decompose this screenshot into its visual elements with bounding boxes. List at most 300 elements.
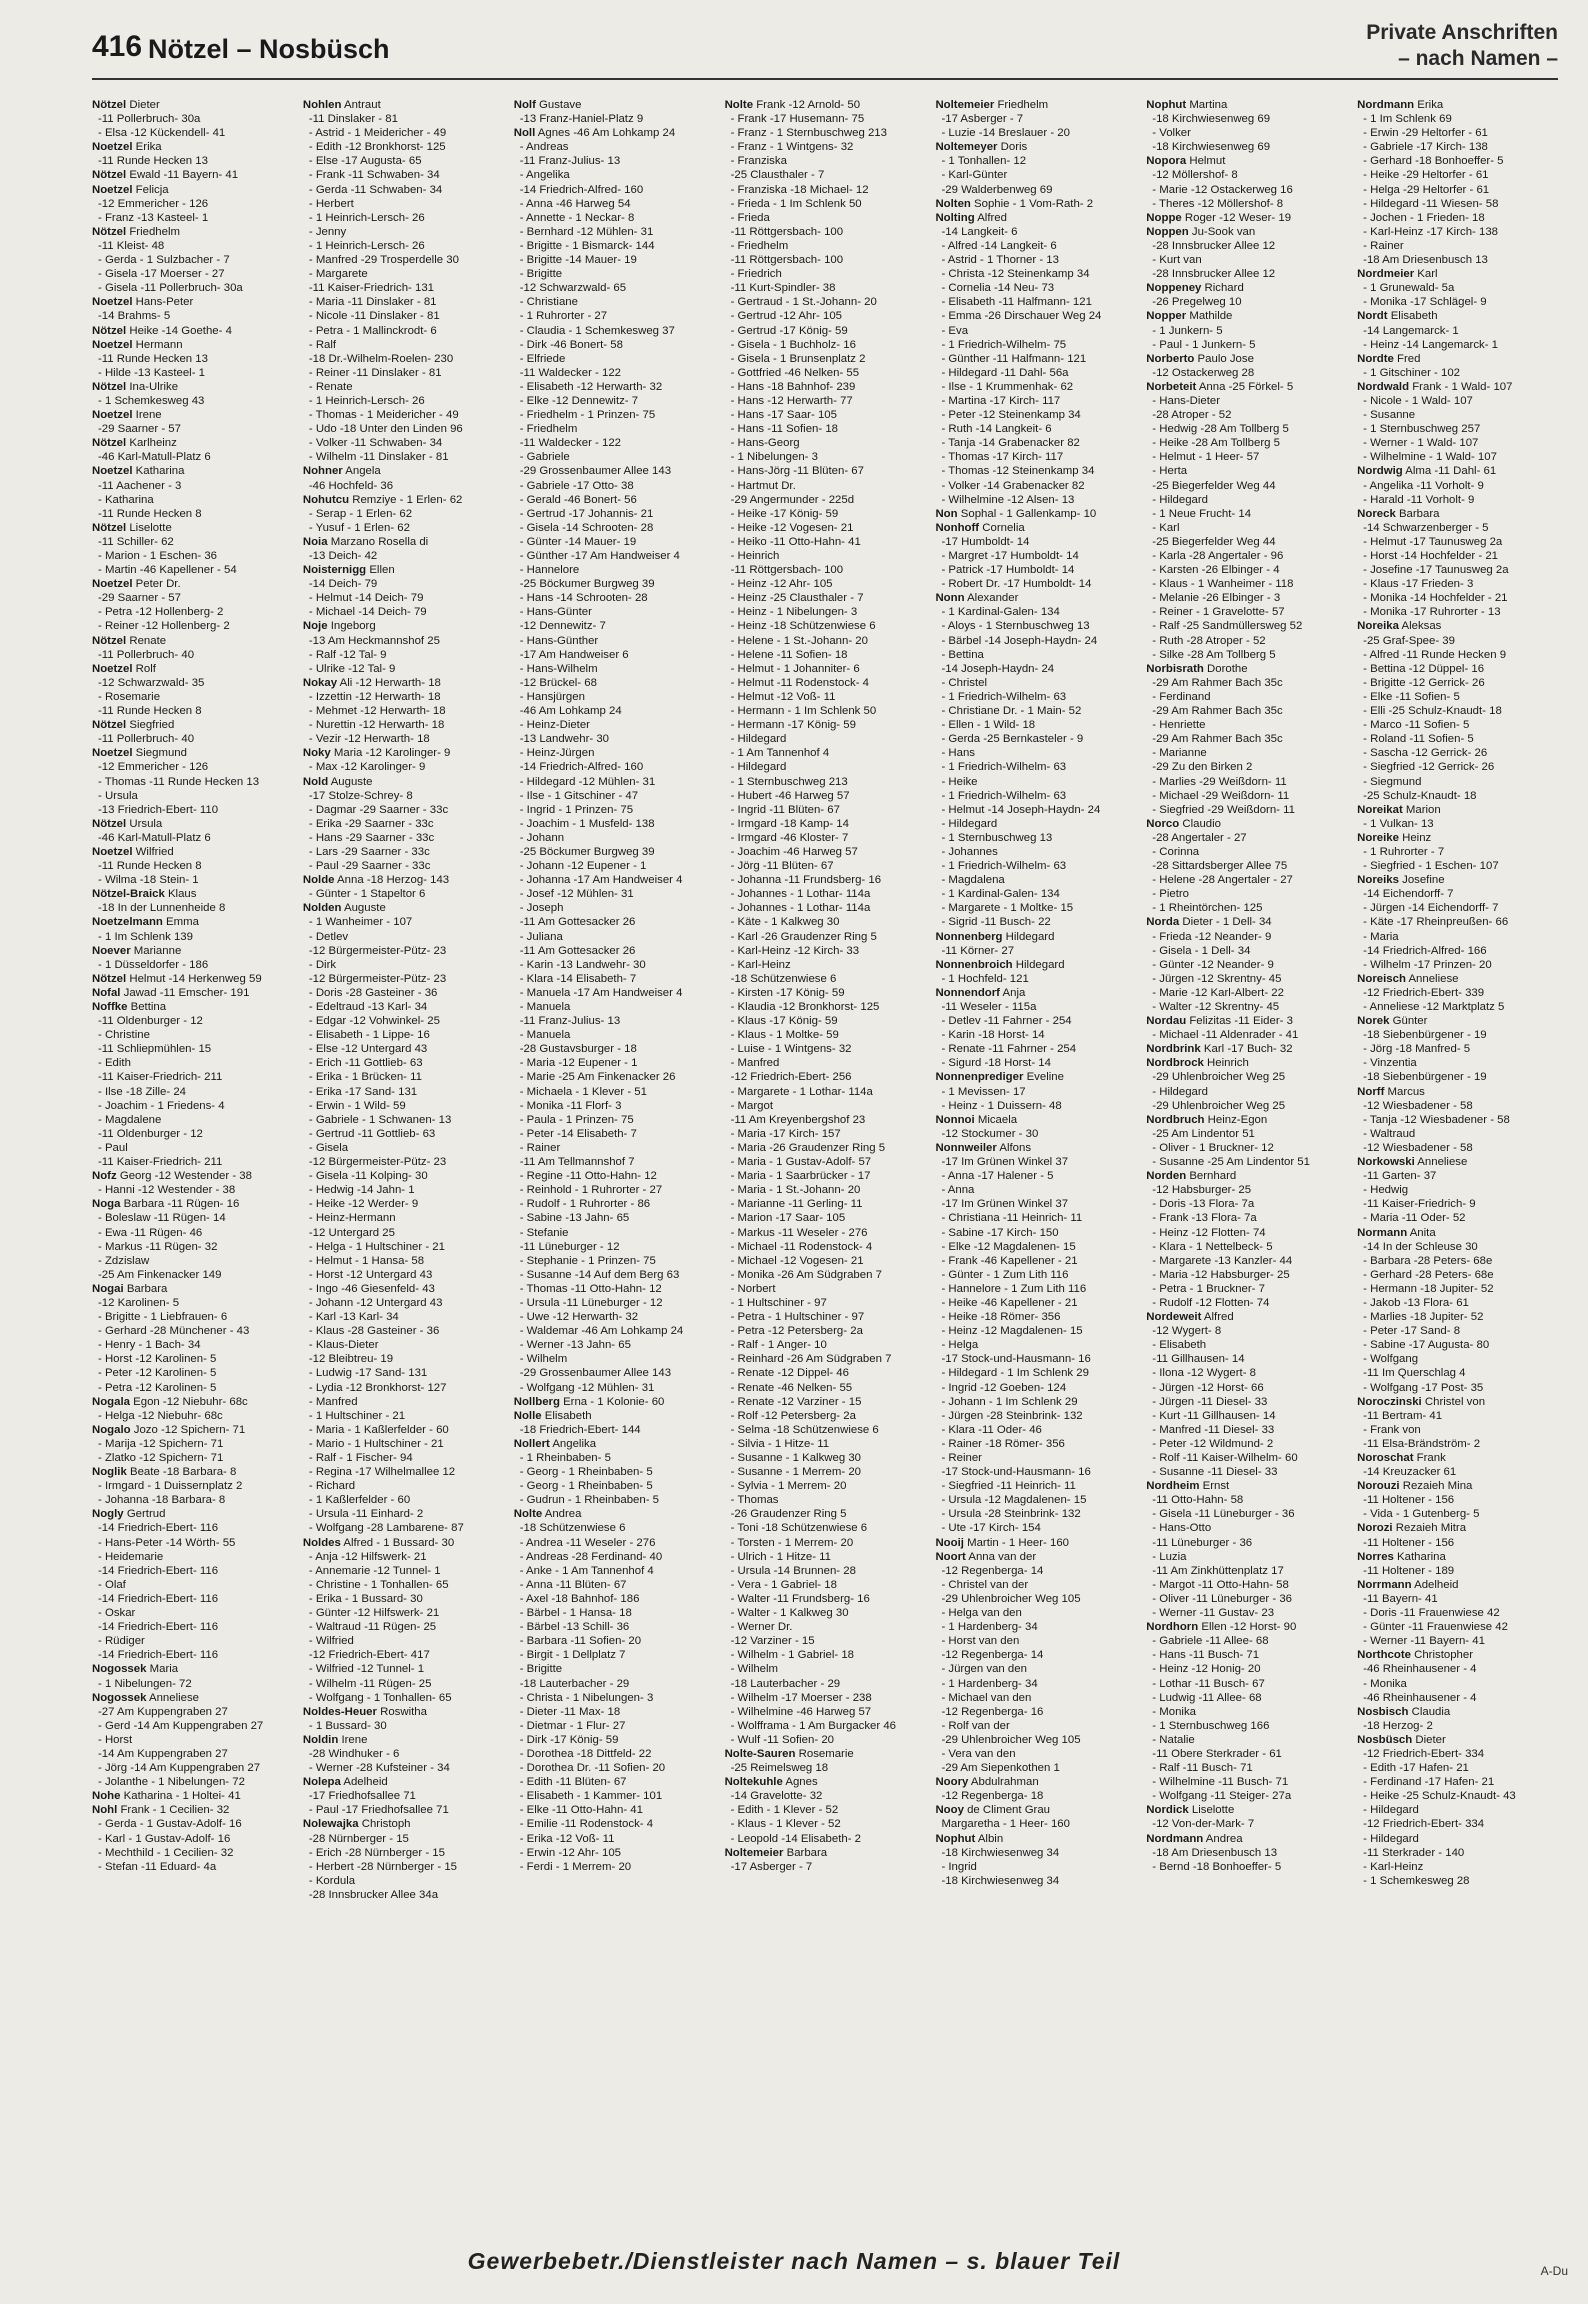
listing-entry: - Hans -12 Herwarth- 77 <box>730 394 853 407</box>
listing-entry: -46 Rheinhausener - 4 <box>1363 1691 1477 1704</box>
listing-entry: - Richard <box>308 1480 356 1493</box>
listing-entry: - Manfred -11 Diesel- 33 <box>1152 1423 1275 1436</box>
listing-entry: - Alfred -14 Langkeit- 6 <box>941 239 1057 252</box>
listing-entry: - Dirk -46 Bonert- 58 <box>519 338 623 351</box>
listing-entry: - Udo -18 Unter den Linden 96 <box>308 423 463 436</box>
listing-entry: - Werner - 1 Wald- 107 <box>1363 437 1479 450</box>
listing-entry: - Ursula -11 Lüneburger - 12 <box>519 1296 663 1309</box>
listing-entry: -12 Wiesbadener - 58 <box>1363 1141 1473 1154</box>
listing-entry: -18 Siebenbürgener - 19 <box>1363 1071 1487 1084</box>
listing-entry-head: Norouzi Rezaieh Mina <box>1357 1480 1473 1493</box>
listing-entry: - Hedwig <box>1363 1184 1409 1197</box>
listing-entry: - Heinz - 1 Duissern- 48 <box>941 1099 1062 1112</box>
listing-entry: - Hans-Wilhelm <box>519 662 598 675</box>
listing-entry: - Klaus -17 Frieden- 3 <box>1363 578 1474 591</box>
listing-entry: - Michael -12 Vogesen- 21 <box>730 1254 864 1267</box>
listing-entry: - Reinhold - 1 Ruhrorter - 27 <box>519 1184 663 1197</box>
listing-entry: -12 Friedrich-Ebert- 334 <box>1363 1818 1485 1831</box>
listing-entry: -14 Friedrich-Ebert- 116 <box>98 1649 219 1662</box>
listing-entry: -25 Biegerfelder Weg 44 <box>1152 479 1276 492</box>
listing-entry: - Klaudia -12 Bronkhorst- 125 <box>730 1001 880 1013</box>
listing-column <box>935 98 1140 2240</box>
listing-entry-head: Norberto Paulo Jose <box>1146 352 1254 365</box>
listing-entry: -13 Am Heckmannshof 25 <box>308 634 440 647</box>
listing-entry: - Siegfried -11 Heinrich- 11 <box>941 1480 1076 1493</box>
listing-entry: -11 Pollerbruch- 40 <box>98 648 195 661</box>
listing-entry: - Margarete -13 Kanzler- 44 <box>1152 1254 1293 1267</box>
listing-entry-head: Non Sophal - 1 Gallenkamp- 10 <box>935 507 1097 520</box>
listing-entry: - Monika <box>1363 1677 1407 1690</box>
listing-entry: - Helga <box>941 1339 979 1352</box>
listing-entry: -14 Kreuzacker 61 <box>1363 1466 1457 1479</box>
listing-column <box>303 98 508 2240</box>
listing-entry: - Bettina <box>941 648 984 661</box>
listing-entry: -18 Am Driesenbusch 13 <box>1363 254 1488 267</box>
listing-entry: - Josef -12 Mühlen- 31 <box>519 888 634 901</box>
listing-entry: -14 Langemarck- 1 <box>1363 324 1459 337</box>
listing-entry: -25 Böckumer Burgweg 39 <box>519 578 655 591</box>
listing-entry: - Lothar -11 Busch- 67 <box>1152 1677 1265 1690</box>
listing-entry-head: Nokay Ali -12 Herwarth- 18 <box>302 676 441 689</box>
listing-entry: -11 Im Querschlag 4 <box>1363 1367 1466 1380</box>
listing-entry-head: Nonnenbroich Hildegard <box>935 958 1065 971</box>
listing-entry: - Joachim - 1 Musfeld- 138 <box>519 817 655 830</box>
listing-entry-head: Nopora Helmut <box>1146 155 1226 168</box>
listing-entry: - Angelika <box>519 169 570 182</box>
listing-entry: - Stefanie <box>519 1226 569 1239</box>
listing-entry-head: Noglik Beate -18 Barbara- 8 <box>92 1466 237 1479</box>
listing-entry: - Maria -12 Eupener - 1 <box>519 1057 638 1070</box>
listing-entry: - Reiner - 1 Gravelotte- 57 <box>1152 606 1285 619</box>
listing-entry: -25 Clausthaler - 7 <box>730 169 825 182</box>
listing-entry: - Johann -12 Eupener - 1 <box>519 860 647 873</box>
listing-entry: - Hanni -12 Westender - 38 <box>98 1184 236 1197</box>
listing-entry: - Siegmund <box>1363 775 1422 788</box>
listing-entry: - Werner -11 Gustav- 23 <box>1152 1607 1275 1620</box>
listing-entry: - Jochen - 1 Frieden- 18 <box>1363 211 1485 224</box>
listing-entry: - Hans -14 Schrooten- 28 <box>519 592 648 605</box>
listing-entry: - Renate -12 Dippel- 46 <box>730 1367 849 1380</box>
listing-entry: - Heinz-Dieter <box>519 719 590 732</box>
listing-entry-head: Nohl Frank - 1 Cecilien- 32 <box>92 1804 230 1817</box>
listing-entry-head: Nötzel Heike -14 Goethe- 4 <box>92 324 232 337</box>
listing-entry: -12 Wiesbadener - 58 <box>1363 1099 1473 1112</box>
listing-entry: - Karl -26 Graudenzer Ring 5 <box>730 930 877 943</box>
listing-entry-head: Nötzel Renate <box>92 634 167 647</box>
listing-entry: - Regine -11 Otto-Hahn- 12 <box>519 1170 657 1183</box>
listing-entry: - Marija -12 Spichern- 71 <box>98 1437 224 1450</box>
listing-entry: -12 Dennewitz- 7 <box>519 620 606 633</box>
listing-entry: - Ulrike -12 Tal- 9 <box>308 662 396 675</box>
listing-entry: - Christa -12 Steinenkamp 34 <box>941 268 1090 281</box>
listing-entry: - Henriette <box>1152 719 1206 732</box>
listing-entry-head: Nonnoi Micaela <box>935 1113 1018 1126</box>
listing-entry: - Marlies -18 Jupiter- 52 <box>1363 1311 1484 1324</box>
listing-entry: -14 Am Kuppengraben 27 <box>98 1747 228 1760</box>
listing-entry: - 1 Ruhrorter - 27 <box>519 310 608 323</box>
listing-entry: - Karl <box>1152 521 1180 534</box>
listing-entry: - Frank -17 Husemann- 75 <box>730 113 865 126</box>
listing-entry: - Edeltraud -13 Karl- 34 <box>308 1001 428 1013</box>
listing-entry: - Ulrich - 1 Hitze- 11 <box>730 1550 832 1563</box>
listing-entry: - Werner -11 Bayern- 41 <box>1363 1635 1485 1648</box>
listing-entry: - Anke - 1 Am Tannenhof 4 <box>519 1564 654 1577</box>
listing-entry: - Gisela - 1 Buchholz- 16 <box>730 338 856 351</box>
listing-entry: - Waldemar -46 Am Lohkamp 24 <box>519 1325 684 1338</box>
listing-entry: - Brigitte - 1 Liebfrauen- 6 <box>98 1311 228 1324</box>
listing-entry-head: Noetzel Wilfried <box>92 845 174 858</box>
listing-entry: -11 Runde Hecken 8 <box>98 705 202 718</box>
listing-entry: - Margarete - 1 Lothar- 114a <box>730 1085 873 1098</box>
listing-entry: - Hildegard <box>730 761 787 774</box>
listing-entry: - Dietmar - 1 Flur- 27 <box>519 1719 626 1732</box>
listing-entry: - Klaus -17 König- 59 <box>730 1015 838 1028</box>
listing-entry-head: Nötzel Ina-Ulrike <box>92 380 179 393</box>
listing-entry: - Franz -13 Kasteel- 1 <box>98 211 209 224</box>
listing-entry: - Gerda - 1 Sulzbacher - 7 <box>98 254 230 267</box>
listing-entry: - Astrid - 1 Thorner - 13 <box>941 254 1059 267</box>
listing-entry-head: Norco Claudio <box>1146 817 1222 830</box>
listing-entry: - Gerhard -18 Bonhoeffer- 5 <box>1363 155 1504 168</box>
listing-entry: - Manfred -29 Trosperdelle 30 <box>308 254 459 267</box>
listing-entry-head: Nogossek Maria <box>92 1663 179 1676</box>
listing-entry: - Tanja -12 Wiesbadener - 58 <box>1363 1113 1510 1126</box>
listing-entry: - 1 Mevissen- 17 <box>941 1085 1026 1098</box>
listing-entry: - Ferdinand -17 Hafen- 21 <box>1363 1776 1495 1789</box>
listing-entry: -11 Runde Hecken 8 <box>98 860 202 873</box>
listing-entry: - Wilhelm -17 Moerser - 238 <box>730 1691 872 1704</box>
listing-entry: -18 Friedrich-Ebert- 144 <box>519 1423 641 1436</box>
listing-entry: - Maria <box>1363 930 1399 943</box>
listing-entry-head: Noetzel Felicja <box>92 183 169 196</box>
listing-entry: -11 Am Gottesacker 26 <box>519 944 636 957</box>
listing-entry: - Thomas -11 Otto-Hahn- 12 <box>519 1282 662 1295</box>
listing-entry: - Anja -12 Hilfswerk- 21 <box>308 1550 427 1563</box>
listing-entry: -13 Franz-Haniel-Platz 9 <box>519 113 644 126</box>
listing-entry: - Thomas <box>730 1494 779 1507</box>
listing-entry: - Hedwig -28 Am Tollberg 5 <box>1152 423 1289 436</box>
listing-entry: -26 Pregelweg 10 <box>1152 296 1242 309</box>
listing-entry-head: Noje Ingeborg <box>302 620 376 633</box>
listing-entry: - Gertrud -11 Gottlieb- 63 <box>308 1127 436 1140</box>
listing-entry: - Peter -12 Wildmund- 2 <box>1152 1437 1274 1450</box>
listing-entry: -11 Röttgersbach- 100 <box>730 254 844 267</box>
listing-entry: - Olaf <box>98 1578 126 1591</box>
listing-entry: -12 Varziner - 15 <box>730 1635 815 1648</box>
listing-entry: -17 Friedhofsallee 71 <box>308 1790 416 1803</box>
listing-entry: - Gisela -14 Schrooten- 28 <box>519 521 654 534</box>
listing-entry: - Ralf -12 Tal- 9 <box>308 648 387 661</box>
listing-entry: - Aloys - 1 Sternbuschweg 13 <box>941 620 1090 633</box>
listing-entry-head: Noreike Heinz <box>1357 831 1432 844</box>
listing-entry: - Angelika -11 Vorholt- 9 <box>1363 479 1484 492</box>
listing-entry: - Frank von <box>1363 1423 1421 1436</box>
listing-entry: - Bärbel - 1 Hansa- 18 <box>519 1607 632 1620</box>
listing-entry: - Michael -29 Weißdorn- 11 <box>1152 789 1290 802</box>
listing-entry: -29 Saarner - 57 <box>98 423 181 436</box>
listing-entry: - Hedwig -14 Jahn- 1 <box>308 1184 415 1197</box>
listing-entry: - Tanja -14 Grabenacker 82 <box>941 437 1080 450</box>
listing-entry: - Hans-Georg <box>730 437 800 450</box>
listing-entry: - Ursula -14 Brunnen- 28 <box>730 1564 856 1577</box>
listing-entry: - Friedhelm <box>730 239 789 252</box>
listing-entry: - Roland -11 Sofien- 5 <box>1363 733 1474 746</box>
listing-entry: -11 Waldecker - 122 <box>519 366 622 379</box>
listing-entry: - Wolfgang -11 Steiger- 27a <box>1152 1790 1292 1803</box>
listing-entry: - Hermann -18 Jupiter- 52 <box>1363 1282 1494 1295</box>
listing-entry-head: Nordheim Ernst <box>1146 1480 1230 1493</box>
listing-entry: - 1 Sternbuschweg 257 <box>1363 423 1481 436</box>
listing-entry: - Gerhard -28 Münchener - 43 <box>98 1325 250 1338</box>
listing-entry: - Rainer <box>1363 239 1404 252</box>
listing-entry: - Margot <box>730 1099 773 1112</box>
listing-entry: - Monika -11 Florf- 3 <box>519 1099 622 1112</box>
listing-entry: - Günter -12 Neander- 9 <box>1152 958 1274 971</box>
listing-entry: - Dirk <box>308 958 337 971</box>
listing-entry: - Pietro <box>1152 888 1190 901</box>
listing-entry: - Marie -25 Am Finkenacker 26 <box>519 1071 676 1084</box>
listing-entry: - Heinrich <box>730 550 780 562</box>
listing-entry: -14 Eichendorff- 7 <box>1363 888 1454 901</box>
listing-entry: - Marie -12 Karl-Albert- 22 <box>1152 986 1284 999</box>
listing-entry: - Hilde -13 Kasteel- 1 <box>98 366 205 379</box>
listing-entry: -11 Oldenburger - 12 <box>98 1015 203 1028</box>
listing-entry: -13 Deich- 42 <box>308 550 378 562</box>
listing-entry: - Sascha -12 Gerrick- 26 <box>1363 747 1488 760</box>
listing-entry: - Luzia <box>1152 1550 1187 1563</box>
listing-entry: - Karl -13 Karl- 34 <box>308 1311 399 1324</box>
listing-entry: - Petra - 1 Bruckner- 7 <box>1152 1282 1265 1295</box>
listing-entry: - Gisela -11 Pollerbruch- 30a <box>98 282 243 295</box>
listing-entry: - 1 Rheinbaben- 5 <box>519 1452 611 1464</box>
listing-entry: - Horst <box>98 1733 133 1746</box>
listing-entry-head: Normann Anita <box>1357 1226 1436 1239</box>
listing-entry-head: Noetzel Erika <box>92 141 162 154</box>
listing-entry: -12 Habsburger- 25 <box>1152 1184 1252 1197</box>
listing-entry: - Henry - 1 Bach- 34 <box>98 1339 201 1352</box>
listing-entry: - Wolfgang <box>1363 1353 1419 1366</box>
listing-entry: - Hans -11 Sofien- 18 <box>730 423 838 436</box>
listing-entry: -12 Emmericher - 126 <box>98 197 209 210</box>
listing-entry-head: Nordau Felizitas -11 Eider- 3 <box>1146 1015 1293 1028</box>
listing-entry: - 1 Wanheimer - 107 <box>308 916 413 929</box>
listing-entry: -29 Am Rahmer Bach 35c <box>1152 705 1283 718</box>
listing-entry: - Susanne -14 Auf dem Berg 63 <box>519 1268 680 1281</box>
listing-entry-head: Nolte Andrea <box>513 1508 582 1521</box>
listing-entry: - Irmgard -46 Kloster- 7 <box>730 831 849 844</box>
listing-entry: - Ingrid -12 Goeben- 124 <box>941 1381 1067 1394</box>
listing-entry: - Susanne -11 Diesel- 33 <box>1152 1466 1278 1479</box>
listing-entry: - Christiane <box>519 296 578 309</box>
listing-entry: - 1 Junkern- 5 <box>1152 324 1223 337</box>
listing-entry: - Günter -11 Frauenwiese 42 <box>1363 1621 1508 1634</box>
listing-entry: - Silke -28 Am Tollberg 5 <box>1152 648 1276 661</box>
listing-entry: -12 Emmericher - 126 <box>98 761 209 774</box>
listing-entry: - Kordula <box>308 1874 356 1887</box>
listing-entry: - Monika -14 Hochfelder - 21 <box>1363 592 1508 605</box>
listing-entry: -17 Am Handweiser 6 <box>519 648 629 661</box>
listing-entry: -12 Brückel- 68 <box>519 676 597 689</box>
listing-entry: - 1 Bussard- 30 <box>308 1719 387 1732</box>
listing-entry: - Gabriele - 1 Schwanen- 13 <box>308 1113 452 1126</box>
listing-entry-head: Noldin Irene <box>302 1733 368 1746</box>
listing-entry: - Hans -29 Saarner - 33c <box>308 831 435 844</box>
listing-entry-head: Noreiks Josefine <box>1357 874 1445 887</box>
listing-entry-head: Nötzel Helmut -14 Herkenweg 59 <box>92 972 262 985</box>
listing-entry: -12 Friedrich-Ebert- 339 <box>1363 986 1485 999</box>
listing-entry-head: Nordbrink Karl -17 Buch- 32 <box>1146 1043 1293 1056</box>
listing-entry: - 1 Sternbuschweg 166 <box>1152 1719 1270 1732</box>
listing-entry: - Renate -46 Nelken- 55 <box>730 1381 853 1394</box>
listing-entry: - Helmut - 1 Johanniter- 6 <box>730 662 860 675</box>
listing-entry: - Helga -29 Heltorfer - 61 <box>1363 183 1490 196</box>
listing-entry: - Thomas -12 Steinenkamp 34 <box>941 465 1095 478</box>
listing-entry: - Erika -12 Voß- 11 <box>519 1832 615 1845</box>
listing-entry: - Karla -28 Angertaler - 96 <box>1152 550 1284 562</box>
listing-entry: -12 Friedrich-Ebert- 334 <box>1363 1747 1485 1760</box>
listing-entry: -28 Sittardsberger Allee 75 <box>1152 860 1288 873</box>
listing-entry: -14 In der Schleuse 30 <box>1363 1240 1478 1253</box>
listing-entry: -12 Friedrich-Ebert- 417 <box>308 1649 430 1662</box>
listing-entry: - Paul <box>98 1141 128 1154</box>
listing-entry: - Ludwig -11 Allee- 68 <box>1152 1691 1262 1704</box>
listing-entry-head: Noffke Bettina <box>92 1001 167 1013</box>
listing-entry: - 1 Neue Frucht- 14 <box>1152 507 1252 520</box>
listing-entry: -46 Karl-Matull-Platz 6 <box>98 451 211 464</box>
listing-entry: - Elisabeth - 1 Lippe- 16 <box>308 1029 430 1042</box>
listing-entry-head: Noetzel Peter Dr. <box>92 578 181 591</box>
listing-entry: - 1 Friedrich-Wilhelm- 63 <box>941 690 1067 703</box>
listing-entry: - Bärbel -14 Joseph-Haydn- 24 <box>941 634 1098 647</box>
listing-entry: - Ewa -11 Rügen- 46 <box>98 1226 203 1239</box>
listing-entry: - Ludwig -17 Sand- 131 <box>308 1367 428 1380</box>
listing-entry: - Hartmut Dr. <box>730 479 796 492</box>
listing-entry: -11 Sterkrader - 140 <box>1363 1846 1465 1859</box>
listing-entry-head: Nolle Elisabeth <box>513 1409 592 1422</box>
listing-entry-head: Noetzel Siegmund <box>92 747 187 760</box>
listing-entry: -18 Am Driesenbusch 13 <box>1152 1846 1278 1859</box>
listing-entry: - 1 Hultschiner - 21 <box>308 1409 406 1422</box>
listing-entry: -18 Lauterbacher - 29 <box>730 1677 841 1690</box>
listing-entry: -17 Im Grünen Winkel 37 <box>941 1198 1069 1211</box>
listing-entry: - Helmut -14 Deich- 79 <box>308 592 424 605</box>
listing-entry: - Wilhelmine -46 Harweg 57 <box>730 1705 872 1718</box>
listing-entry: - Klara -14 Elisabeth- 7 <box>519 972 637 985</box>
listing-entry: -29 Zu den Birken 2 <box>1152 761 1253 774</box>
listing-entry-head: Nötzel-Braick Klaus <box>92 888 197 901</box>
listing-entry: - Hildegard -12 Mühlen- 31 <box>519 775 656 788</box>
listing-entry: - Paul -29 Saarner - 33c <box>308 860 431 873</box>
listing-entry: - Jörg -18 Manfred- 5 <box>1363 1043 1471 1056</box>
listing-entry: -11 Otto-Hahn- 58 <box>1152 1494 1244 1507</box>
listing-entry: - Volker <box>1152 127 1191 140</box>
listing-entry: - Maria -11 Dinslaker - 81 <box>308 296 437 309</box>
listing-entry: -12 Untergard 25 <box>308 1226 395 1239</box>
listing-entry: - Ralf -11 Busch- 71 <box>1152 1762 1253 1775</box>
listing-entry: - Helga -12 Niebuhr- 68c <box>98 1409 223 1422</box>
listing-entry: - Erich -11 Gottlieb- 63 <box>308 1057 423 1070</box>
listing-entry: - Thomas - 1 Meidericher - 49 <box>308 409 459 422</box>
listing-entry: - Anna -46 Harweg 54 <box>519 197 631 210</box>
listing-entry: - Klaus - 1 Wanheimer - 118 <box>1152 578 1294 591</box>
listing-entry-head: Nolte Frank -12 Arnold- 50 <box>724 99 861 111</box>
listing-entry: - Erika -29 Saarner - 33c <box>308 817 434 830</box>
footer-note: Gewerbebetr./Dienstleister nach Namen – s. blauer Teil <box>467 2248 1121 2274</box>
listing-entry: - Heike -12 Vogesen- 21 <box>730 521 854 534</box>
listing-entry: - Erika - 1 Brücken- 11 <box>308 1071 422 1084</box>
listing-entry: - Wolfframa - 1 Am Burgacker 46 <box>730 1719 897 1732</box>
listing-entry: -12 Friedrich-Ebert- 256 <box>730 1071 852 1084</box>
listing-entry: - Ferdinand <box>1152 690 1211 703</box>
listing-entry: -17 Im Grünen Winkel 37 <box>941 1156 1069 1169</box>
listing-entry: - Susanne <box>1363 409 1416 422</box>
listing-entry: -29 Am Rahmer Bach 35c <box>1152 676 1283 689</box>
listing-column <box>1146 98 1351 2240</box>
listing-entry: - Manuela <box>519 1001 571 1013</box>
listing-entry: -25 Schulz-Knaudt- 18 <box>1363 789 1477 802</box>
listing-entry: -25 Böckumer Burgweg 39 <box>519 845 655 858</box>
listing-entry: - Marianne -11 Gerling- 11 <box>730 1198 863 1211</box>
listing-entry: - Gerd -14 Am Kuppengraben 27 <box>98 1719 264 1732</box>
listing-entry-head: Noppe Roger -12 Weser- 19 <box>1146 211 1292 224</box>
listing-entry: -29 Uhlenbroicher Weg 105 <box>941 1592 1081 1605</box>
listing-entry: - Gisela -11 Lüneburger - 36 <box>1152 1508 1295 1521</box>
listing-entry: -11 Bertram- 41 <box>1363 1409 1443 1422</box>
listing-entry: - 1 Friedrich-Wilhelm- 63 <box>941 761 1067 774</box>
listing-entry: - 1 Hardenberg- 34 <box>941 1621 1038 1634</box>
listing-entry: - Heike -25 Schulz-Knaudt- 43 <box>1363 1790 1516 1803</box>
listing-entry: - Else -17 Augusta- 65 <box>308 155 422 168</box>
listing-entry: - Regina -17 Wilhelmallee 12 <box>308 1466 456 1479</box>
listing-entry: - Juliana <box>519 930 563 943</box>
listing-entry: - Susanne -25 Am Lindentor 51 <box>1152 1156 1310 1169</box>
listing-entry: - Erwin -29 Heltorfer - 61 <box>1363 127 1488 140</box>
listing-entry: - Hildegard <box>941 817 998 830</box>
listing-entry: - Gerda -11 Schwaben- 34 <box>308 183 443 196</box>
listing-entry-head: Noltekuhle Agnes <box>724 1776 818 1789</box>
listing-entry: -46 Am Lohkamp 24 <box>519 705 622 718</box>
section-heading <box>1366 20 1558 72</box>
listing-entry: - Walter - 1 Kalkweg 30 <box>730 1607 849 1620</box>
listing-entry: -11 Weseler - 115a <box>941 1001 1037 1013</box>
listing-entry: -12 Stockumer - 30 <box>941 1127 1039 1140</box>
listing-entry: -28 Gustavsburger - 18 <box>519 1043 637 1056</box>
listing-entry: - Johann -12 Untergard 43 <box>308 1296 443 1309</box>
listing-entry: -11 Am Tellmannshof 7 <box>519 1156 635 1169</box>
listing-entry: - Christa - 1 Nibelungen- 3 <box>519 1691 654 1704</box>
listing-entry: - Horst -12 Karolinen- 5 <box>98 1353 217 1366</box>
listing-entry-head: Nooij Martin - 1 Heer- 160 <box>935 1536 1070 1549</box>
listing-entry: - Klaus - 1 Moltke- 59 <box>730 1029 839 1042</box>
listing-entry-head: Noetzel Rolf <box>92 662 156 675</box>
listing-entry: - Edith <box>98 1057 131 1070</box>
listing-entry: - Hans <box>941 747 975 760</box>
listing-entry: -28 Innsbrucker Allee 12 <box>1152 268 1276 281</box>
listing-entry: - 1 Sternbuschweg 213 <box>730 775 848 788</box>
listing-entry: -28 Atroper - 52 <box>1152 409 1232 422</box>
listing-entry: - Werner -28 Kufsteiner - 34 <box>308 1762 450 1775</box>
listing-entry: -17 Stock-und-Hausmann- 16 <box>941 1466 1091 1479</box>
listing-entry: - Izzettin -12 Herwarth- 18 <box>308 690 441 703</box>
listing-entry: - Heike -18 Römer- 356 <box>941 1311 1061 1324</box>
listing-entry: - Johanna -18 Barbara- 8 <box>98 1494 226 1507</box>
listing-entry: - Hildegard <box>1363 1832 1419 1845</box>
listing-entry: - Helmut -12 Voß- 11 <box>730 690 836 703</box>
listing-entry: - Bernhard -12 Mühlen- 31 <box>519 225 654 238</box>
listing-entry: - Monika <box>1152 1705 1196 1718</box>
listing-entry: -29 Am Rahmer Bach 35c <box>1152 733 1283 746</box>
listing-entry: - Monika -17 Ruhrorter - 13 <box>1363 606 1501 619</box>
